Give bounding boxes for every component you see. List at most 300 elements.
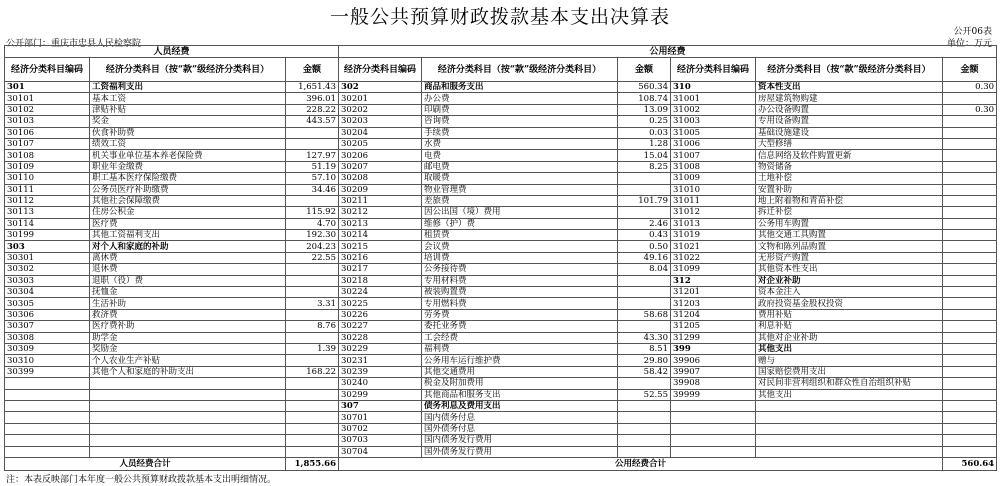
- name-cell: 专用材料费: [422, 275, 618, 286]
- table-row: [5, 104, 997, 115]
- col-header-name: 经济分类科目（按“款”级经济分类科目）: [90, 58, 286, 82]
- col-header-amount: 金额: [618, 58, 671, 82]
- code-cell: 30109: [5, 161, 90, 172]
- table-row: [5, 184, 997, 195]
- code-cell: 31201: [671, 287, 756, 298]
- name-cell: [90, 412, 286, 423]
- name-cell: 其他支出: [756, 343, 943, 354]
- code-cell: 31204: [671, 309, 756, 320]
- code-cell: 30399: [5, 366, 90, 377]
- name-cell: 公务用车购置: [756, 218, 943, 229]
- code-cell: 30107: [5, 138, 90, 149]
- amount-cell: [618, 423, 671, 434]
- name-cell: 住房公积金: [90, 207, 286, 218]
- code-cell: 30212: [339, 207, 422, 218]
- table-row: [5, 195, 997, 206]
- code-cell: 31002: [671, 104, 756, 115]
- amount-cell: 8.25: [618, 161, 671, 172]
- personnel-total-label: 人员经费合计: [5, 457, 286, 470]
- name-cell: 奖励金: [90, 343, 286, 354]
- code-cell: 30303: [5, 275, 90, 286]
- amount-cell: 51.19: [286, 161, 339, 172]
- amount-cell: [943, 309, 997, 320]
- amount-cell: [943, 218, 997, 229]
- name-cell: 物业管理费: [422, 184, 618, 195]
- code-cell: 31009: [671, 173, 756, 184]
- code-cell: [671, 435, 756, 446]
- amount-cell: [943, 161, 997, 172]
- name-cell: [756, 412, 943, 423]
- table-row: [5, 116, 997, 127]
- amount-cell: [618, 207, 671, 218]
- code-cell: [5, 378, 90, 389]
- amount-cell: 228.22: [286, 104, 339, 115]
- name-cell: [756, 435, 943, 446]
- name-cell: 房屋建筑物购建: [756, 93, 943, 104]
- table-row: [5, 332, 997, 343]
- name-cell: 国外债务发行费用: [422, 446, 618, 457]
- code-cell: 303: [5, 241, 90, 252]
- code-cell: 30205: [339, 138, 422, 149]
- code-cell: 30215: [339, 241, 422, 252]
- name-cell: 因公出国（境）费用: [422, 207, 618, 218]
- table-row: [5, 309, 997, 320]
- code-cell: 31203: [671, 298, 756, 309]
- name-cell: 大型修缮: [756, 138, 943, 149]
- code-cell: 30309: [5, 343, 90, 354]
- name-cell: 国家赔偿费用支出: [756, 366, 943, 377]
- code-cell: [671, 412, 756, 423]
- amount-cell: [618, 321, 671, 332]
- amount-cell: [943, 400, 997, 411]
- table-row: [5, 138, 997, 149]
- name-cell: 咨询费: [422, 116, 618, 127]
- amount-cell: 108.74: [618, 93, 671, 104]
- table-row: [5, 264, 997, 275]
- table-row: [5, 321, 997, 332]
- amount-cell: [618, 275, 671, 286]
- table-row: [5, 93, 997, 104]
- amount-cell: [286, 287, 339, 298]
- amount-cell: [618, 400, 671, 411]
- amount-cell: [286, 275, 339, 286]
- amount-cell: [943, 378, 997, 389]
- amount-cell: [943, 116, 997, 127]
- amount-cell: 115.92: [286, 207, 339, 218]
- table-row: [5, 252, 997, 263]
- amount-cell: [943, 412, 997, 423]
- amount-cell: [286, 423, 339, 434]
- code-cell: 39908: [671, 378, 756, 389]
- code-cell: 31010: [671, 184, 756, 195]
- amount-cell: 4.70: [286, 218, 339, 229]
- amount-cell: [943, 241, 997, 252]
- code-cell: [5, 435, 90, 446]
- col-header-code: 经济分类科目编码: [5, 58, 90, 82]
- code-cell: 30206: [339, 150, 422, 161]
- amount-cell: [943, 332, 997, 343]
- amount-cell: 101.79: [618, 195, 671, 206]
- amount-cell: 1.39: [286, 343, 339, 354]
- name-cell: [90, 423, 286, 434]
- code-cell: 30701: [339, 412, 422, 423]
- totals-row: [5, 457, 997, 470]
- code-cell: 30110: [5, 173, 90, 184]
- name-cell: 国内债务发行费用: [422, 435, 618, 446]
- name-cell: 抚恤金: [90, 287, 286, 298]
- code-cell: 39999: [671, 389, 756, 400]
- name-cell: 税金及附加费用: [422, 378, 618, 389]
- name-cell: [90, 378, 286, 389]
- name-cell: [90, 446, 286, 457]
- amount-cell: [286, 309, 339, 320]
- name-cell: 地上附着物和青苗补偿: [756, 195, 943, 206]
- name-cell: 被装购置费: [422, 287, 618, 298]
- amount-cell: [943, 423, 997, 434]
- table-row: [5, 287, 997, 298]
- amount-cell: 0.03: [618, 127, 671, 138]
- amount-cell: [618, 287, 671, 298]
- code-cell: 30218: [339, 275, 422, 286]
- name-cell: 其他个人和家庭的补助支出: [90, 366, 286, 377]
- code-cell: 31007: [671, 150, 756, 161]
- code-cell: 30213: [339, 218, 422, 229]
- code-cell: 30240: [339, 378, 422, 389]
- amount-cell: [618, 184, 671, 195]
- code-cell: 30704: [339, 446, 422, 457]
- public-header: 公用经费: [339, 46, 997, 58]
- name-cell: 医疗费补助: [90, 321, 286, 332]
- name-cell: 邮电费: [422, 161, 618, 172]
- code-cell: [5, 423, 90, 434]
- code-cell: 39907: [671, 366, 756, 377]
- name-cell: 津贴补贴: [90, 104, 286, 115]
- code-cell: 30217: [339, 264, 422, 275]
- amount-cell: 443.57: [286, 116, 339, 127]
- amount-cell: 0.25: [618, 116, 671, 127]
- name-cell: 信息网络及软件购置更新: [756, 150, 943, 161]
- amount-cell: 8.76: [286, 321, 339, 332]
- code-cell: 30204: [339, 127, 422, 138]
- code-cell: 31001: [671, 93, 756, 104]
- code-cell: 30103: [5, 116, 90, 127]
- code-cell: 30106: [5, 127, 90, 138]
- form-code: 公开06表: [953, 27, 992, 37]
- code-cell: 31205: [671, 321, 756, 332]
- amount-cell: [943, 252, 997, 263]
- amount-cell: [943, 321, 997, 332]
- amount-cell: [286, 400, 339, 411]
- code-cell: 30305: [5, 298, 90, 309]
- table-row: [5, 127, 997, 138]
- code-cell: 31021: [671, 241, 756, 252]
- name-cell: [756, 446, 943, 457]
- code-cell: 30299: [339, 389, 422, 400]
- table-row: [5, 446, 997, 457]
- name-cell: 对企业补助: [756, 275, 943, 286]
- code-cell: 30101: [5, 93, 90, 104]
- name-cell: 维修（护）费: [422, 218, 618, 229]
- name-cell: 劳务费: [422, 309, 618, 320]
- amount-cell: 3.31: [286, 298, 339, 309]
- name-cell: 赠与: [756, 355, 943, 366]
- name-cell: 取暖费: [422, 173, 618, 184]
- table-row: [5, 423, 997, 434]
- code-cell: 30225: [339, 298, 422, 309]
- table-row: [5, 173, 997, 184]
- amount-cell: [286, 264, 339, 275]
- name-cell: 差旅费: [422, 195, 618, 206]
- code-cell: 30113: [5, 207, 90, 218]
- name-cell: 个人农业生产补贴: [90, 355, 286, 366]
- code-cell: 31003: [671, 116, 756, 127]
- name-cell: 公务用车运行维护费: [422, 355, 618, 366]
- name-cell: 手续费: [422, 127, 618, 138]
- name-cell: 印刷费: [422, 104, 618, 115]
- amount-cell: 192.30: [286, 230, 339, 241]
- table-row: [5, 378, 997, 389]
- code-cell: 39906: [671, 355, 756, 366]
- amount-cell: [943, 435, 997, 446]
- name-cell: 专用设备购置: [756, 116, 943, 127]
- amount-cell: [286, 195, 339, 206]
- name-cell: 土地补偿: [756, 173, 943, 184]
- code-cell: [5, 412, 90, 423]
- code-cell: 30228: [339, 332, 422, 343]
- footnote: 注：本表反映部门本年度一般公共预算财政拨款基本支出明细情况。: [6, 475, 277, 485]
- col-header-amount: 金额: [286, 58, 339, 82]
- code-cell: 30203: [339, 116, 422, 127]
- amount-cell: 127.97: [286, 150, 339, 161]
- code-cell: 31022: [671, 252, 756, 263]
- col-header-name: 经济分类科目（按“款”级经济分类科目）: [422, 58, 618, 82]
- name-cell: 公务员医疗补助缴费: [90, 184, 286, 195]
- amount-cell: 168.22: [286, 366, 339, 377]
- code-cell: 31099: [671, 264, 756, 275]
- table-row: [5, 366, 997, 377]
- code-cell: 310: [671, 82, 756, 93]
- name-cell: 职业年金缴费: [90, 161, 286, 172]
- amount-cell: [943, 207, 997, 218]
- amount-cell: 8.04: [618, 264, 671, 275]
- name-cell: [756, 400, 943, 411]
- amount-cell: 57.10: [286, 173, 339, 184]
- name-cell: 其他资本性支出: [756, 264, 943, 275]
- amount-cell: 15.04: [618, 150, 671, 161]
- code-cell: 30310: [5, 355, 90, 366]
- name-cell: 政府投资基金股权投资: [756, 298, 943, 309]
- amount-cell: 58.68: [618, 309, 671, 320]
- name-cell: 委托业务费: [422, 321, 618, 332]
- name-cell: 办公设备购置: [756, 104, 943, 115]
- table-row: [5, 218, 997, 229]
- table-row: [5, 389, 997, 400]
- page-title: 一般公共预算财政拨款基本支出决算表: [329, 6, 670, 28]
- amount-cell: 1,651.43: [286, 82, 339, 93]
- code-cell: 31019: [671, 230, 756, 241]
- code-cell: 30102: [5, 104, 90, 115]
- name-cell: 公务接待费: [422, 264, 618, 275]
- code-cell: 31006: [671, 138, 756, 149]
- code-cell: 30231: [339, 355, 422, 366]
- name-cell: 其他交通费用: [422, 366, 618, 377]
- code-cell: 307: [339, 400, 422, 411]
- name-cell: 助学金: [90, 332, 286, 343]
- amount-cell: [943, 195, 997, 206]
- code-cell: 301: [5, 82, 90, 93]
- amount-cell: [943, 264, 997, 275]
- code-cell: 30112: [5, 195, 90, 206]
- name-cell: 离休费: [90, 252, 286, 263]
- code-cell: [671, 423, 756, 434]
- code-cell: 30208: [339, 173, 422, 184]
- code-cell: 31012: [671, 207, 756, 218]
- amount-cell: [286, 332, 339, 343]
- name-cell: 资本金注入: [756, 287, 943, 298]
- name-cell: 救济费: [90, 309, 286, 320]
- name-cell: 电费: [422, 150, 618, 161]
- name-cell: 其他工资福利支出: [90, 230, 286, 241]
- name-cell: 无形资产购置: [756, 252, 943, 263]
- name-cell: 债务利息及费用支出: [422, 400, 618, 411]
- amount-cell: 58.42: [618, 366, 671, 377]
- name-cell: 商品和服务支出: [422, 82, 618, 93]
- amount-cell: [943, 184, 997, 195]
- name-cell: 培训费: [422, 252, 618, 263]
- name-cell: 奖金: [90, 116, 286, 127]
- code-cell: 30207: [339, 161, 422, 172]
- amount-cell: 29.80: [618, 355, 671, 366]
- amount-cell: [943, 446, 997, 457]
- code-cell: 30114: [5, 218, 90, 229]
- name-cell: [90, 400, 286, 411]
- amount-cell: [286, 378, 339, 389]
- name-cell: 文物和陈列品购置: [756, 241, 943, 252]
- header-group-row: [5, 46, 997, 58]
- table-row: [5, 82, 997, 93]
- amount-cell: [943, 389, 997, 400]
- name-cell: 对民间非营利组织和群众性自治组织补贴: [756, 378, 943, 389]
- name-cell: 基础设施建设: [756, 127, 943, 138]
- name-cell: 物资储备: [756, 161, 943, 172]
- name-cell: 其他支出: [756, 389, 943, 400]
- amount-cell: [286, 412, 339, 423]
- personnel-header: 人员经费: [5, 46, 339, 58]
- code-cell: 30108: [5, 150, 90, 161]
- name-cell: 伙食补助费: [90, 127, 286, 138]
- code-cell: 30229: [339, 343, 422, 354]
- name-cell: 专用燃料费: [422, 298, 618, 309]
- code-cell: 30211: [339, 195, 422, 206]
- table-row: [5, 150, 997, 161]
- name-cell: [90, 389, 286, 400]
- code-cell: 31011: [671, 195, 756, 206]
- code-cell: 30201: [339, 93, 422, 104]
- amount-cell: [618, 412, 671, 423]
- code-cell: [5, 389, 90, 400]
- name-cell: 利息补贴: [756, 321, 943, 332]
- code-cell: 30703: [339, 435, 422, 446]
- name-cell: 工资福利支出: [90, 82, 286, 93]
- amount-cell: [943, 343, 997, 354]
- amount-cell: [286, 446, 339, 457]
- department-label: 公开部门：重庆市忠县人民检察院: [6, 39, 142, 49]
- name-cell: 生活补助: [90, 298, 286, 309]
- amount-cell: [943, 93, 997, 104]
- code-cell: 30214: [339, 230, 422, 241]
- name-cell: [90, 435, 286, 446]
- code-cell: 30227: [339, 321, 422, 332]
- name-cell: 拆迁补偿: [756, 207, 943, 218]
- amount-cell: 204.23: [286, 241, 339, 252]
- amount-cell: [943, 287, 997, 298]
- table-row: [5, 161, 997, 172]
- table-row: [5, 355, 997, 366]
- table-row: [5, 241, 997, 252]
- code-cell: 30301: [5, 252, 90, 263]
- col-header-code: 经济分类科目编码: [671, 58, 756, 82]
- name-cell: 租赁费: [422, 230, 618, 241]
- code-cell: 30304: [5, 287, 90, 298]
- code-cell: [5, 400, 90, 411]
- name-cell: 资本性支出: [756, 82, 943, 93]
- name-cell: 退职（役）费: [90, 275, 286, 286]
- name-cell: 其他社会保障缴费: [90, 195, 286, 206]
- amount-cell: [286, 138, 339, 149]
- code-cell: 30202: [339, 104, 422, 115]
- code-cell: 31299: [671, 332, 756, 343]
- table-body: [5, 82, 997, 458]
- public-total-label: 公用经费合计: [339, 457, 943, 470]
- code-cell: 312: [671, 275, 756, 286]
- amount-cell: [286, 127, 339, 138]
- table-row: [5, 412, 997, 423]
- amount-cell: [943, 230, 997, 241]
- amount-cell: [618, 173, 671, 184]
- unit-label: 单位：万元: [946, 39, 992, 49]
- table-row: [5, 275, 997, 286]
- name-cell: 其他交通工具购置: [756, 230, 943, 241]
- name-cell: 绩效工资: [90, 138, 286, 149]
- code-cell: 30216: [339, 252, 422, 263]
- name-cell: 办公费: [422, 93, 618, 104]
- code-cell: 30199: [5, 230, 90, 241]
- header-column-row: [5, 58, 997, 82]
- public-total-value: 560.64: [943, 457, 997, 470]
- name-cell: 会议费: [422, 241, 618, 252]
- code-cell: 302: [339, 82, 422, 93]
- name-cell: 退休费: [90, 264, 286, 275]
- name-cell: 医疗费: [90, 218, 286, 229]
- amount-cell: 396.01: [286, 93, 339, 104]
- name-cell: 基本工资: [90, 93, 286, 104]
- amount-cell: 560.34: [618, 82, 671, 93]
- code-cell: 30226: [339, 309, 422, 320]
- personnel-total-value: 1,855.66: [286, 457, 339, 470]
- amount-cell: [943, 138, 997, 149]
- amount-cell: 8.51: [618, 343, 671, 354]
- name-cell: 国外债务付息: [422, 423, 618, 434]
- name-cell: 工会经费: [422, 332, 618, 343]
- name-cell: 安置补助: [756, 184, 943, 195]
- name-cell: 费用补贴: [756, 309, 943, 320]
- amount-cell: 49.16: [618, 252, 671, 263]
- amount-cell: 52.55: [618, 389, 671, 400]
- amount-cell: 0.43: [618, 230, 671, 241]
- amount-cell: [943, 127, 997, 138]
- amount-cell: 0.50: [618, 241, 671, 252]
- code-cell: 31005: [671, 127, 756, 138]
